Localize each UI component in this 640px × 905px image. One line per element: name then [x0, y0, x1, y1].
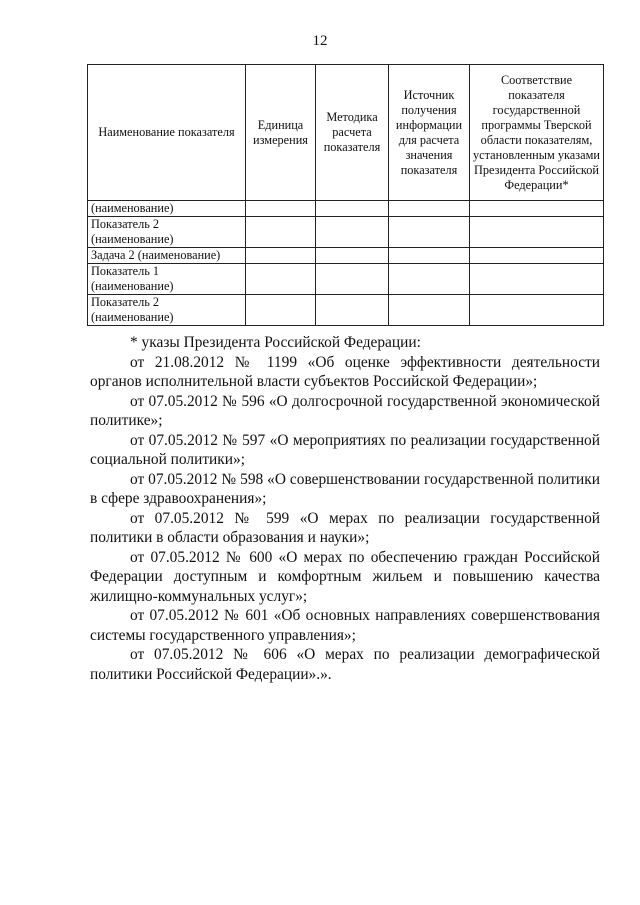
- header-unit: Единица измерения: [246, 65, 316, 201]
- indicators-table: [87, 64, 604, 326]
- row-label: Задача 2 (наименование): [88, 248, 246, 264]
- table-cell: [389, 248, 470, 264]
- row-label: (наименование): [88, 201, 246, 217]
- decree-item: от 07.05.2012 № 596 «О долгосрочной государственной экономической политике»;: [90, 392, 600, 429]
- table-row: [88, 201, 604, 217]
- table-cell: [470, 201, 604, 217]
- decree-item: от 21.08.2012 № 1199 «Об оценке эффективности деятельности органов исполнительной власти субъектов Российской Федерации»;: [90, 353, 600, 390]
- table-cell: [470, 295, 604, 326]
- table-cell: [246, 201, 316, 217]
- table-cell: [316, 217, 389, 248]
- header-source: Источник получения информации для расчета значения показателя: [389, 65, 470, 201]
- table-cell: [246, 248, 316, 264]
- table-header-row: [88, 65, 604, 201]
- row-label: Показатель 2 (наименование): [88, 217, 246, 248]
- decree-item: от 07.05.2012 № 598 «О совершенствовании государственной политики в сфере здравоохранения»;: [90, 470, 600, 507]
- row-label: Показатель 2 (наименование): [88, 295, 246, 326]
- table-row: [88, 217, 604, 248]
- table-cell: [470, 248, 604, 264]
- footnote-heading: * указы Президента Российской Федерации:: [130, 334, 421, 351]
- table-row: [88, 264, 604, 295]
- table-cell: [246, 264, 316, 295]
- table-cell: [470, 264, 604, 295]
- table-cell: [246, 295, 316, 326]
- table-row: [88, 248, 604, 264]
- table-cell: [389, 264, 470, 295]
- decree-item: от 07.05.2012 № 599 «О мерах по реализации государственной политики в области образования и науки»;: [90, 509, 600, 546]
- decree-item: от 07.05.2012 № 600 «О мерах по обеспечению граждан Российской Федерации доступным и комфортным жильем и повышению качества жилищно-коммунальных услуг»;: [90, 548, 600, 605]
- decree-item: от 07.05.2012 № 606 «О мерах по реализации демографической политики Российской Федерации».».: [90, 646, 600, 683]
- decree-item: от 07.05.2012 № 601 «Об основных направлениях совершенствования системы государственного управления»;: [90, 607, 600, 644]
- table-cell: [389, 201, 470, 217]
- header-correspondence: Соответствие показателя государственной программы Тверской области показателям, установленным указами Президента Российской Федерации*: [470, 65, 604, 201]
- decree-item: от 07.05.2012 № 597 «О мероприятиях по реализации государственной социальной политики»;: [90, 431, 600, 468]
- table-cell: [389, 217, 470, 248]
- table-cell: [389, 295, 470, 326]
- header-indicator-name: Наименование показателя: [88, 65, 246, 201]
- page-number: 12: [312, 33, 328, 49]
- header-method: Методика расчета показателя: [316, 65, 389, 201]
- table-row: [88, 295, 604, 326]
- footnote: [90, 333, 600, 684]
- table-cell: [316, 201, 389, 217]
- table-cell: [316, 248, 389, 264]
- table-cell: [246, 217, 316, 248]
- table-cell: [316, 295, 389, 326]
- table-cell: [316, 264, 389, 295]
- table-cell: [470, 217, 604, 248]
- row-label: Показатель 1 (наименование): [88, 264, 246, 295]
